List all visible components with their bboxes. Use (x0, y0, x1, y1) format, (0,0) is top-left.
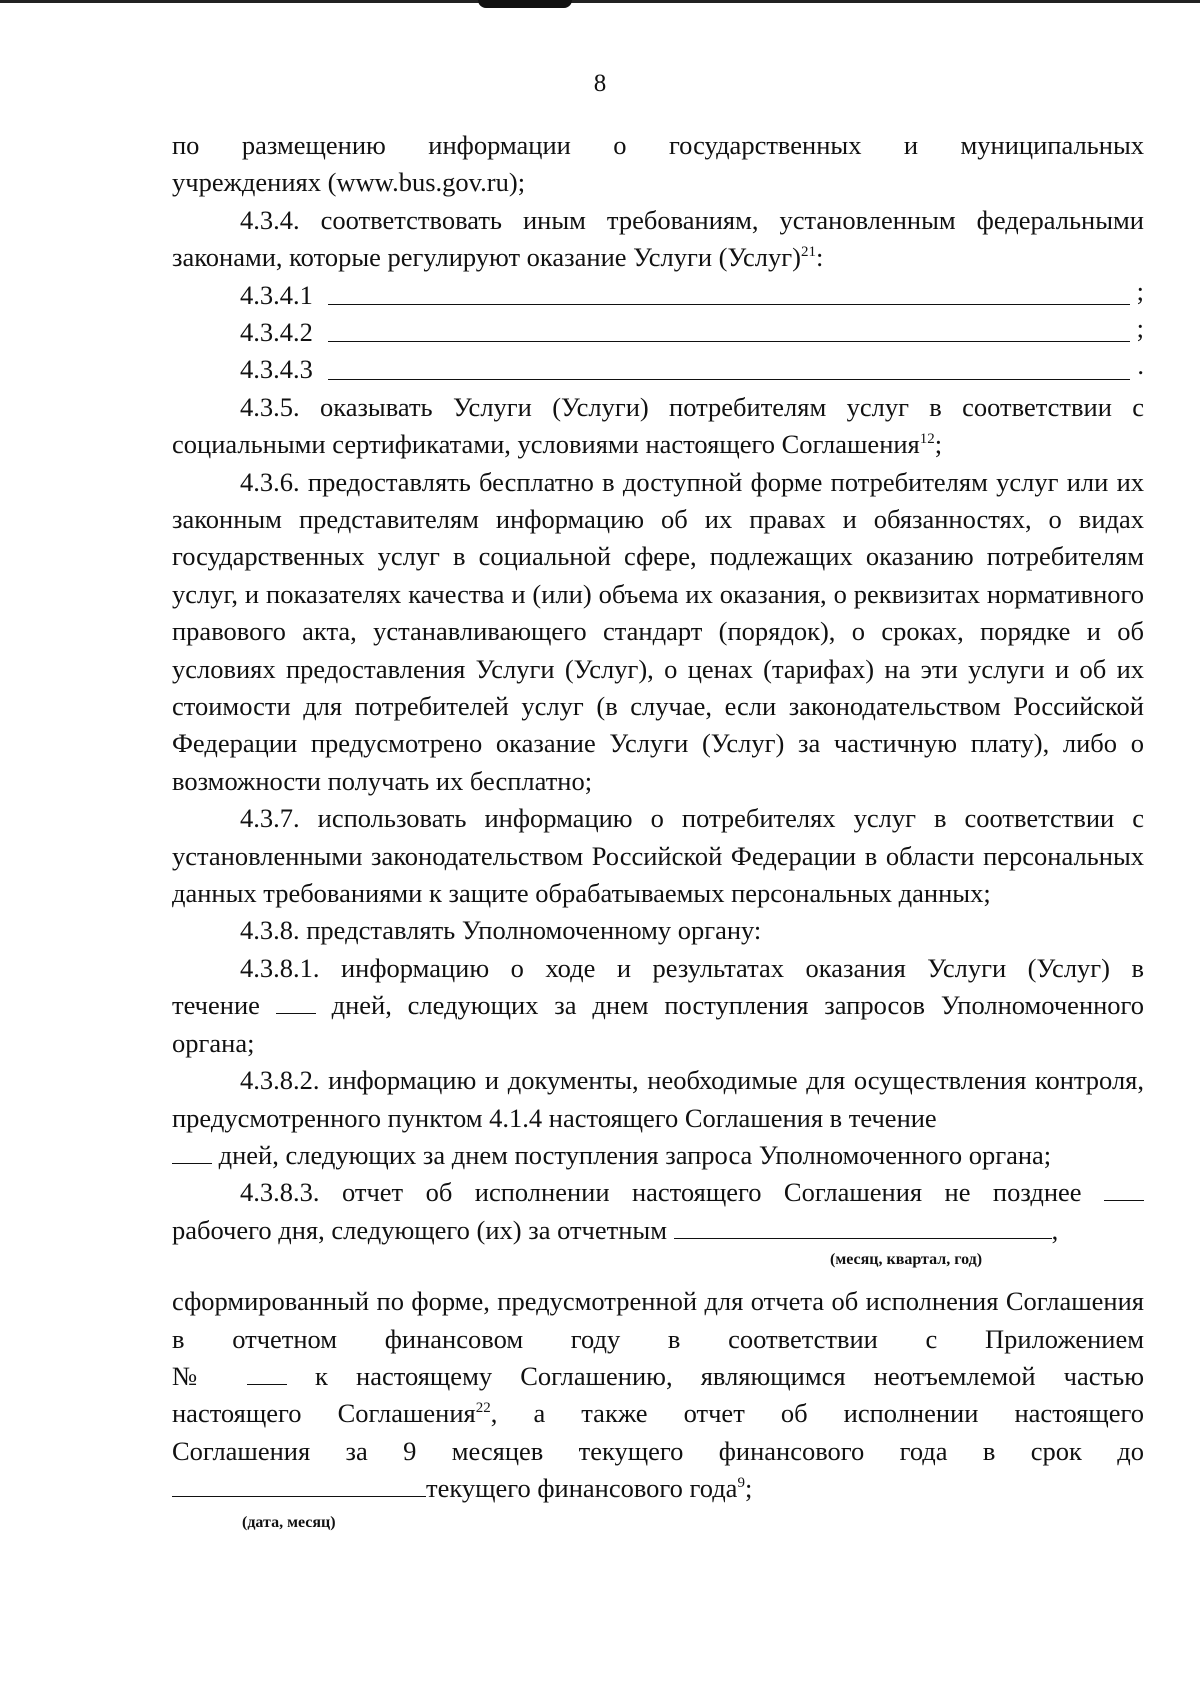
clause-4-3-7: 4.3.7. использовать информацию о потребителях услуг в соответствии с установленными законодательством Российской Федерации в области персональных данных требованиями к защите обрабатываемых персональных данных; (172, 803, 1144, 909)
blank-caption: (дата, месяц) (242, 1513, 336, 1531)
fill-in-blank (328, 304, 1130, 305)
clause-4-3-8-2: 4.3.8.2. информацию и документы, необходимые для осуществления контроля, предусмотренного пунктом 4.1.4 настоящего Соглашения в течение (172, 1065, 1144, 1133)
caption-row (172, 1249, 1144, 1283)
clause-4-3-4-3: 4.3.4.3 . (240, 350, 1144, 385)
fill-in-blank (247, 1362, 287, 1385)
text-line: течение дней, следующих за днем поступления запросов Уполномоченного (172, 990, 1145, 1021)
page-number: 8 (593, 70, 607, 97)
text-line: органа; (172, 1027, 255, 1058)
footnote-ref: 22 (475, 1400, 491, 1417)
clause-4-3-8-3: 4.3.8.3. отчет об исполнении настоящего Соглашения не позднее (172, 1174, 1144, 1211)
caption-row (172, 1508, 1144, 1542)
text-line: № к настоящему Соглашению, являющимся неотъемлемой частью (172, 1360, 1144, 1391)
text-line: учреждениях (www.bus.gov.ru); (172, 167, 526, 198)
text-line: Соглашения за 9 месяцев текущего финансового года в срок до (172, 1435, 1144, 1466)
text-line: текущего финансового года$^9$; (172, 1470, 1144, 1507)
document-body (172, 127, 1144, 1542)
clause-4-3-8: 4.3.8. представлять Уполномоченному органу: (240, 915, 762, 946)
blank-caption: (месяц, квартал, год) (830, 1251, 983, 1269)
clause-4-3-5: 4.3.5. оказывать Услуги (Услуги) потребителям услуг в соответствии с социальными сертификатами, условиями настоящего Соглашения$^{12}$; (172, 391, 1144, 460)
clause-4-3-8-1: 4.3.8.1. информацию о ходе и результатах оказания Услуги (Услуг) в (240, 952, 1144, 983)
text-line: настоящего Соглашения$^{22}$, а также отчет об исполнении настоящего (172, 1398, 1144, 1429)
text-line: по размещению информации о государственных и муниципальных (172, 130, 1144, 160)
clause-4-3-4: 4.3.4. соответствовать иным требованиям, установленным федеральными законами, которые регулируют оказание Услуги (Услуг)$^{21}$: (172, 204, 1144, 273)
scan-staple-mark (478, 0, 572, 8)
fill-in-blank (1104, 1178, 1144, 1201)
fill-in-blank (172, 1474, 426, 1497)
fill-in-blank (328, 341, 1130, 342)
footnote-ref: 12 (919, 431, 935, 448)
fill-in-blank (674, 1216, 1052, 1239)
clause-4-3-4-1: 4.3.4.1 ; (240, 275, 1144, 310)
clause-4-3-4-2: 4.3.4.2 ; (240, 313, 1144, 348)
text-line: дней, следующих за днем поступления запроса Уполномоченного органа; (172, 1137, 1144, 1174)
fill-in-blank (172, 1141, 212, 1164)
fill-in-blank (276, 991, 316, 1014)
text-line: сформированный по форме, предусмотренной для отчета об исполнения Соглашения в отчетном финансовом году в соответствии с Приложением (172, 1286, 1144, 1354)
footnote-ref: 9 (737, 1475, 745, 1492)
scan-top-edge (0, 0, 1200, 3)
fill-in-blank (328, 379, 1130, 380)
clause-4-3-6: 4.3.6. предоставлять бесплатно в доступной форме потребителям услуг или их законным представителям информацию об их правах и обязанностях, о видах государственных услуг в социальной сфере, подлежащих оказанию потребителям услуг, и показателях качества и (или) объема их оказания, о реквизитах нормативного правового акта, устанавливающего стандарт (порядок), о сроках, порядке и об условиях предоставления Услуги (Услуг), о ценах (тарифах) на эти услуги и об их стоимости для потребителей услуг (в случае, если законодательством Российской Федерации предусмотрено оказание Услуги (Услуг) за частичную плату), либо о возможности получать их бесплатно; (172, 466, 1144, 796)
footnote-ref: 21 (800, 244, 816, 261)
text-line: рабочего дня, следующего (их) за отчетным , (172, 1214, 1059, 1245)
